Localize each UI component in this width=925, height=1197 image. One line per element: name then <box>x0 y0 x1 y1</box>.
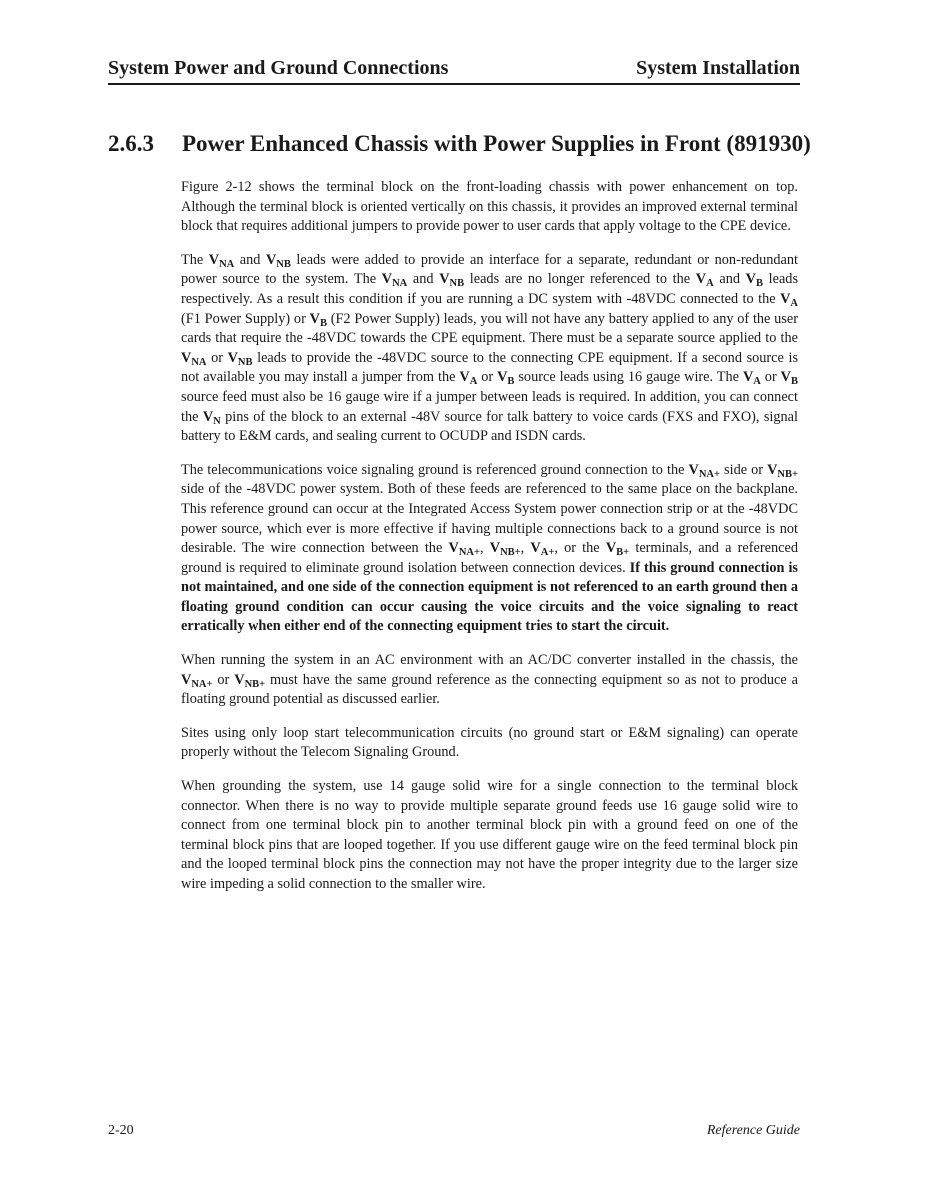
running-footer <box>108 1122 800 1140</box>
symbol-vna: $V_{NA}$ <box>181 349 207 368</box>
symbol-vn: $V_N$ <box>202 408 221 427</box>
symbol-vnb: $V_{NB}$ <box>227 349 253 368</box>
text-run: or <box>206 349 228 366</box>
paragraph-4 <box>181 651 798 710</box>
text-run: (F1 Power Supply) or <box>181 310 310 327</box>
symbol-vnaplus: $V_{NA+}$ <box>181 671 213 690</box>
text-run: and <box>713 271 746 288</box>
paragraph-6-text: When grounding the system, use 14 gauge solid wire for a single connection to the terminal block connector. When there is no way to provide multiple separate ground feeds use 16 gauge solid wire to connect from one terminal block pin to another terminal block pin with a ground feed on one of the terminal block pins that are looped together. If you use different gauge wire on the feed terminal block pin and the looped terminal block pins the connection may not have the proper integrity due to the larger size wire impeding a solid connection to the smaller wire. <box>181 778 798 892</box>
symbol-vnb: $V_{NB}$ <box>439 271 465 290</box>
symbol-vaplus: $V_{A+}$ <box>530 540 555 559</box>
paragraph-6 <box>181 777 798 895</box>
symbol-vbplus: $V_{B+}$ <box>605 540 630 559</box>
section-heading <box>108 130 811 158</box>
text-run: must have the same ground reference as the connecting equipment so as not to produce a floating ground potential as discussed earlier. <box>181 671 798 708</box>
text-run: , <box>520 540 531 557</box>
text-run: pins of the block to an external -48V source for talk battery to voice cards (FXS and FXO), signal battery to E&M cards, and sealing current to OCUDP and ISDN cards. <box>181 408 798 445</box>
text-run: or <box>212 671 235 688</box>
symbol-va: $V_A$ <box>780 290 798 309</box>
text-run: , or the <box>554 540 606 557</box>
text-run: and <box>234 251 266 268</box>
text-run: or <box>477 369 498 386</box>
paragraph-5-text: Sites using only loop start telecommunication circuits (no ground start or E&M signaling) can operate properly without the Telecom Signaling Ground. <box>181 724 798 761</box>
text-run: side of the -48VDC power system. Both of these feeds are referenced to the same place on the backplane. This reference ground can occur at the Integrated Access System power connection strip or at the -48VDC power source, which ever is more effective if having multiple connections back to a ground source is not desirable. The wire connection between the <box>181 481 798 557</box>
paragraph-1 <box>181 178 798 237</box>
symbol-vnaplus: $V_{NA+}$ <box>688 461 720 480</box>
text-run: leads respectively. As a result this condition if you are running a DC system with -48VDC connected to the <box>181 271 799 307</box>
symbol-va: $V_A$ <box>742 369 761 388</box>
section-title: Power Enhanced Chassis with Power Supplies in Front (891930) <box>182 131 811 156</box>
text-run: source leads using 16 gauge wire. The <box>514 369 743 386</box>
symbol-vnaplus: $V_{NA+}$ <box>448 540 480 559</box>
text-run: When running the system in an AC environment with an AC/DC converter installed in the chassis, the <box>181 652 798 669</box>
text-run: or <box>760 369 781 386</box>
symbol-vnbplus: $V_{NB+}$ <box>767 461 798 480</box>
page-number: 2-20 <box>108 1123 134 1138</box>
text-run: terminals, and a referenced ground is required to eliminate ground isolation between connection devices. <box>181 540 798 576</box>
symbol-vb: $V_B$ <box>745 271 763 290</box>
text-run: , <box>479 540 490 557</box>
running-header <box>108 56 800 85</box>
text-run: side or <box>719 461 768 478</box>
symbol-vb: $V_B$ <box>497 369 515 388</box>
symbol-vnb: $V_{NB}$ <box>265 251 291 270</box>
symbol-vnbplus: $V_{NB+}$ <box>489 540 521 559</box>
symbol-vb: $V_B$ <box>780 369 798 388</box>
header-right: System Installation <box>636 57 800 79</box>
section-number: 2.6.3 <box>108 131 154 156</box>
text-run: (F2 Power Supply) leads, you will not have any battery applied to any of the user cards that require the -48VDC towards the CPE equipment. There must be a separate source applied to the <box>181 310 798 347</box>
text-run: leads were added to provide an interface for a separate, redundant or non-redundant power source to the system. The <box>181 251 799 288</box>
paragraph-3 <box>181 461 798 637</box>
paragraph-2 <box>181 251 798 447</box>
symbol-vna: $V_{NA}$ <box>381 271 408 290</box>
symbol-va: $V_A$ <box>695 271 714 290</box>
paragraph-5 <box>181 724 798 763</box>
guide-title: Reference Guide <box>706 1123 800 1138</box>
text-run: leads are no longer referenced to the <box>464 271 696 288</box>
symbol-vna: $V_{NA}$ <box>208 251 235 270</box>
text-run: The telecommunications voice signaling ground is referenced ground connection to the <box>181 461 689 478</box>
header-left: System Power and Ground Connections <box>108 57 449 79</box>
body-text <box>181 178 798 909</box>
warning-text: If this ground connection is not maintained, and one side of the connection equipment is not referenced to an earth ground then a floating ground condition can occur causing the voice circuits and the voice signaling to react erratically when either end of the connecting equipment tries to start the circuit. <box>181 559 798 635</box>
text-run: and <box>407 271 440 288</box>
symbol-vnbplus: $V_{NB+}$ <box>234 671 266 690</box>
symbol-vb: $V_B$ <box>309 310 327 329</box>
symbol-va: $V_A$ <box>459 369 478 388</box>
paragraph-1-text: Figure 2-12 shows the terminal block on the front-loading chassis with power enhancement on top. Although the terminal block is oriented vertically on this chassis, it provides an improved external terminal block that requires additional jumpers to provide power to user cards that apply voltage to the CPE device. <box>181 179 798 235</box>
text-run: The <box>181 251 209 268</box>
text-run: leads to provide the -48VDC source to the connecting CPE equipment. If a second source is not available you may install a jumper from the <box>181 349 799 386</box>
text-run: source feed must also be 16 gauge wire if a jumper between leads is required. In addition, you can connect the <box>181 388 798 425</box>
